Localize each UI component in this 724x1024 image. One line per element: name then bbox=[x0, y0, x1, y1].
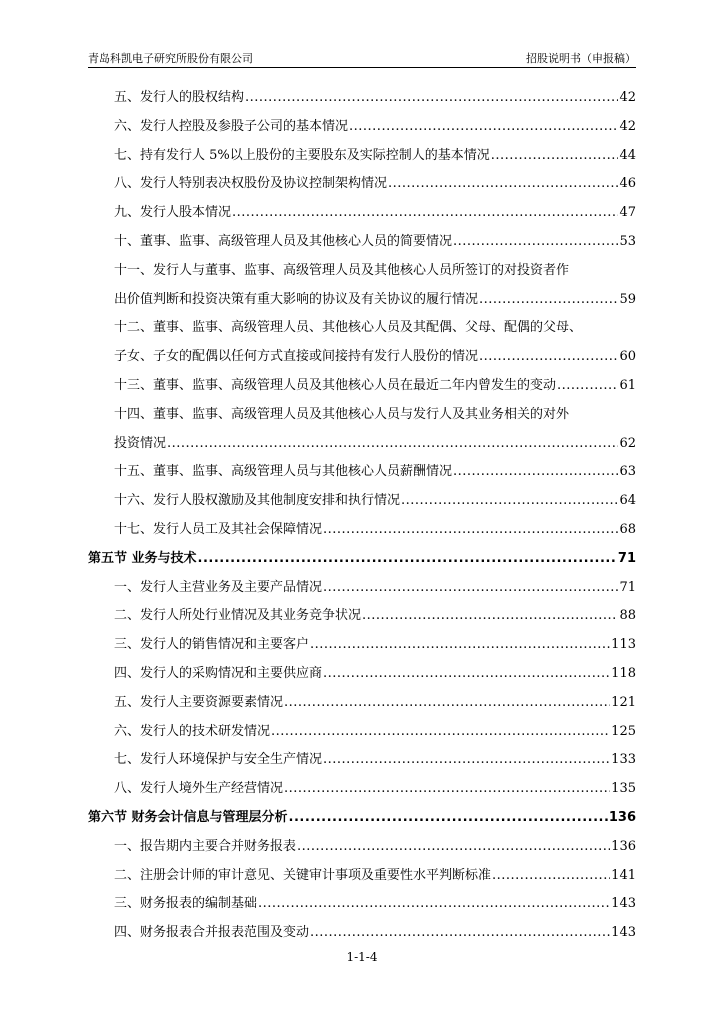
toc-page-number: 46 bbox=[619, 176, 636, 192]
toc-page-number: 62 bbox=[619, 435, 636, 451]
toc-page-number: 71 bbox=[617, 550, 636, 566]
toc-entry[interactable] bbox=[88, 718, 636, 747]
toc-entry-title: 七、持有发行人 5%以上股份的主要股东及实际控制人的基本情况 bbox=[114, 147, 490, 163]
toc-entry[interactable] bbox=[88, 574, 636, 603]
toc-entry-title: 十七、发行人员工及其社会保障情况 bbox=[114, 521, 323, 537]
toc-dot-leader bbox=[401, 487, 618, 516]
toc-entry-title: 八、发行人境外生产经营情况 bbox=[114, 781, 284, 797]
toc-entry-title: 十六、发行人股权激励及其他制度安排和执行情况 bbox=[114, 493, 401, 509]
toc-dot-leader bbox=[557, 372, 618, 401]
toc-page-number: 63 bbox=[619, 464, 636, 480]
toc-dot-leader bbox=[349, 113, 618, 142]
toc-entry-title: 六、发行人控股及参股子公司的基本情况 bbox=[114, 118, 349, 134]
toc-page-number: 136 bbox=[608, 809, 636, 825]
toc-entry-title: 投资情况 bbox=[114, 435, 167, 451]
toc-entry-continuation[interactable] bbox=[88, 343, 636, 372]
toc-entry-first-line[interactable] bbox=[88, 314, 636, 343]
toc-dot-leader bbox=[491, 142, 619, 171]
table-of-contents bbox=[88, 84, 636, 948]
toc-entry[interactable] bbox=[88, 602, 636, 631]
toc-entry-title: 出价值判断和投资决策有重大影响的协议及有关协议的履行情况 bbox=[114, 291, 479, 307]
toc-page-number: 113 bbox=[611, 637, 636, 653]
toc-dot-leader bbox=[245, 84, 618, 113]
toc-page-number: 61 bbox=[619, 377, 636, 393]
toc-page-number: 141 bbox=[611, 867, 636, 883]
toc-entry[interactable] bbox=[88, 170, 636, 199]
toc-entry[interactable] bbox=[88, 458, 636, 487]
toc-dot-leader bbox=[198, 545, 617, 574]
toc-entry-title: 子女、子女的配偶以任何方式直接或间接持有发行人股份的情况 bbox=[114, 349, 479, 365]
page-number: 1-1-4 bbox=[346, 950, 378, 964]
toc-entry[interactable] bbox=[88, 199, 636, 228]
toc-entry-continuation[interactable] bbox=[88, 286, 636, 315]
toc-entry-title: 三、财务报表的编制基础 bbox=[114, 896, 258, 912]
toc-page-number: 118 bbox=[611, 665, 636, 681]
toc-entry-title: 十二、董事、监事、高级管理人员、其他核心人员及其配偶、父母、配偶的父母、 bbox=[114, 320, 583, 336]
toc-entry[interactable] bbox=[88, 228, 636, 257]
toc-dot-leader bbox=[232, 199, 618, 228]
toc-page-number: 71 bbox=[619, 579, 636, 595]
toc-entry-title: 二、注册会计师的审计意见、关键审计事项及重要性水平判断标准 bbox=[114, 867, 492, 883]
header-divider bbox=[88, 67, 636, 68]
toc-entry-title: 十四、董事、监事、高级管理人员及其他核心人员与发行人及其业务相关的对外 bbox=[114, 406, 570, 422]
toc-dot-leader bbox=[362, 602, 618, 631]
toc-entry[interactable] bbox=[88, 631, 636, 660]
toc-entry[interactable] bbox=[88, 890, 636, 919]
toc-entry[interactable] bbox=[88, 372, 636, 401]
toc-page-number: 47 bbox=[619, 205, 636, 221]
toc-dot-leader bbox=[167, 430, 618, 459]
toc-page-number: 42 bbox=[619, 90, 636, 105]
toc-page-number: 60 bbox=[619, 349, 636, 365]
toc-dot-leader bbox=[323, 574, 618, 603]
toc-entry[interactable] bbox=[88, 487, 636, 516]
toc-dot-leader bbox=[297, 833, 610, 862]
toc-page-number: 53 bbox=[619, 233, 636, 249]
toc-entry-title: 六、发行人的技术研发情况 bbox=[114, 723, 271, 739]
toc-dot-leader bbox=[323, 516, 618, 545]
toc-page-number: 68 bbox=[619, 521, 636, 537]
toc-page-number: 135 bbox=[611, 781, 636, 797]
toc-entry[interactable] bbox=[88, 746, 636, 775]
toc-page-number: 121 bbox=[611, 694, 636, 710]
toc-page-number: 42 bbox=[619, 118, 636, 134]
toc-dot-leader bbox=[479, 286, 618, 315]
toc-dot-leader bbox=[479, 343, 618, 372]
toc-entry[interactable] bbox=[88, 142, 636, 171]
toc-entry-title: 十、董事、监事、高级管理人员及其他核心人员的简要情况 bbox=[114, 233, 453, 249]
toc-section-entry[interactable] bbox=[88, 545, 636, 574]
toc-entry-title: 一、发行人主营业务及主要产品情况 bbox=[114, 579, 323, 595]
toc-entry-title: 十三、董事、监事、高级管理人员及其他核心人员在最近二年内曾发生的变动 bbox=[114, 377, 557, 393]
toc-page-number: 143 bbox=[611, 896, 636, 912]
page-header bbox=[88, 50, 636, 66]
toc-entry-title: 四、发行人的采购情况和主要供应商 bbox=[114, 665, 323, 681]
toc-page-number: 88 bbox=[619, 608, 636, 624]
toc-entry-continuation[interactable] bbox=[88, 430, 636, 459]
toc-dot-leader bbox=[453, 458, 618, 487]
toc-dot-leader bbox=[310, 631, 610, 660]
toc-entry[interactable] bbox=[88, 113, 636, 142]
toc-page-number: 133 bbox=[611, 752, 636, 768]
toc-dot-leader bbox=[289, 804, 608, 833]
toc-entry-title: 九、发行人股本情况 bbox=[114, 205, 232, 221]
toc-page-number: 143 bbox=[611, 925, 636, 941]
toc-entry-title: 七、发行人环境保护与安全生产情况 bbox=[114, 752, 323, 768]
toc-dot-leader bbox=[284, 689, 610, 718]
toc-entry-title: 第五节 业务与技术 bbox=[88, 550, 197, 566]
toc-entry[interactable] bbox=[88, 775, 636, 804]
toc-entry-title: 五、发行人主要资源要素情况 bbox=[114, 694, 284, 710]
toc-entry[interactable] bbox=[88, 689, 636, 718]
toc-entry-title: 十一、发行人与董事、监事、高级管理人员及其他核心人员所签订的对投资者作 bbox=[114, 262, 570, 278]
toc-entry-title: 八、发行人特别表决权股份及协议控制架构情况 bbox=[114, 176, 388, 192]
toc-entry-first-line[interactable] bbox=[88, 401, 636, 430]
toc-dot-leader bbox=[310, 919, 610, 948]
toc-entry-title: 二、发行人所处行业情况及其业务竞争状况 bbox=[114, 608, 362, 624]
toc-entry-title: 三、发行人的销售情况和主要客户 bbox=[114, 637, 310, 653]
toc-dot-leader bbox=[284, 775, 610, 804]
toc-dot-leader bbox=[388, 170, 618, 199]
toc-entry-title: 一、报告期内主要合并财务报表 bbox=[114, 838, 297, 854]
toc-entry[interactable] bbox=[88, 84, 636, 113]
toc-dot-leader bbox=[323, 746, 610, 775]
toc-entry-first-line[interactable] bbox=[88, 257, 636, 286]
toc-section-entry[interactable] bbox=[88, 804, 636, 833]
toc-entry-title: 十五、董事、监事、高级管理人员与其他核心人员薪酬情况 bbox=[114, 464, 453, 480]
header-company-name: 青岛科凯电子研究所股份有限公司 bbox=[88, 52, 253, 65]
toc-dot-leader bbox=[271, 718, 610, 747]
toc-page-number: 59 bbox=[619, 291, 636, 307]
toc-dot-leader bbox=[258, 890, 610, 919]
toc-dot-leader bbox=[492, 862, 610, 891]
toc-page-number: 125 bbox=[611, 723, 636, 739]
toc-page-number: 136 bbox=[611, 838, 636, 854]
toc-entry-title: 四、财务报表合并报表范围及变动 bbox=[114, 925, 310, 941]
toc-dot-leader bbox=[453, 228, 618, 257]
toc-entry[interactable] bbox=[88, 919, 636, 948]
header-document-type: 招股说明书（申报稿） bbox=[526, 52, 636, 65]
toc-entry[interactable] bbox=[88, 660, 636, 689]
toc-entry[interactable] bbox=[88, 516, 636, 545]
toc-entry-title: 五、发行人的股权结构 bbox=[114, 90, 245, 105]
toc-page-number: 64 bbox=[619, 493, 636, 509]
toc-dot-leader bbox=[323, 660, 610, 689]
toc-page-number: 44 bbox=[619, 147, 636, 163]
toc-entry-title: 第六节 财务会计信息与管理层分析 bbox=[88, 809, 288, 825]
toc-entry[interactable] bbox=[88, 833, 636, 862]
toc-entry[interactable] bbox=[88, 862, 636, 891]
